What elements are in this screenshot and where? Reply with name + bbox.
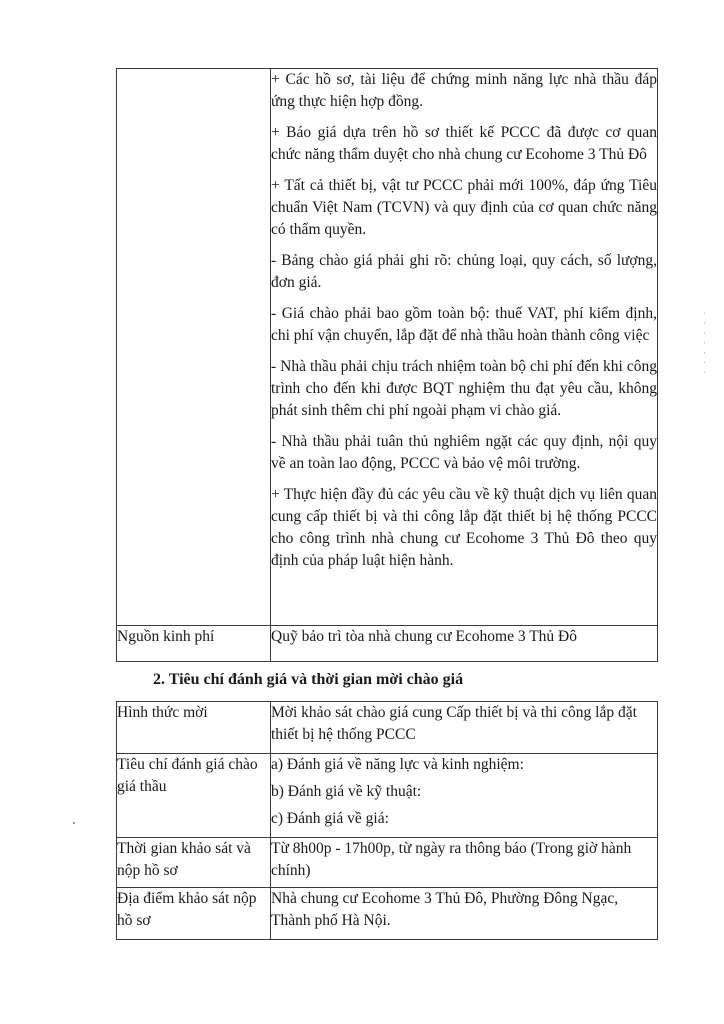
- funding-label: Nguồn kinh phí: [117, 626, 271, 662]
- requirement-paragraph: + Báo giá dựa trên hồ sơ thiết kế PCCC đã được cơ quan chức năng thẩm duyệt cho nhà chung cư Ecohome 3 Thủ Đô: [271, 124, 657, 163]
- funding-value: Quỹ bảo trì tòa nhà chung cư Ecohome 3 Thủ Đô: [271, 626, 658, 662]
- value-text: Mời khảo sát chào giá cung Cấp thiết bị và thi công lắp đặt thiết bị hệ thống PCCC: [271, 704, 637, 743]
- value-text: a) Đánh giá về năng lực và kinh nghiệm:: [271, 756, 524, 773]
- margin-stamp-mark: · · · · · · ·: [700, 309, 711, 374]
- table-row: [117, 838, 658, 888]
- requirements-cell: [271, 69, 658, 626]
- label-text: Hình thức mời: [117, 704, 208, 721]
- table-row: [117, 754, 658, 838]
- requirement-paragraph: - Nhà thầu phải chịu trách nhiệm toàn bộ chi phí đến khi công trình cho đến khi được BQT nghiệm thu đạt yêu cầu, không phát sinh thêm chi phí ngoài phạm vi chào giá.: [271, 358, 657, 419]
- table-row: [117, 626, 658, 662]
- criteria-table: [116, 701, 658, 940]
- value-text: Nhà chung cư Ecohome 3 Thủ Đô, Phường Đông Ngạc, Thành phố Hà Nội.: [271, 890, 619, 929]
- value-text: b) Đánh giá về kỹ thuật:: [271, 783, 422, 800]
- value-text: Từ 8h00p - 17h00p, từ ngày ra thông báo (Trong giờ hành chính): [271, 840, 632, 879]
- row-value: [271, 838, 658, 888]
- requirement-paragraph: - Bảng chào giá phải ghi rõ: chủng loại, quy cách, số lượng, đơn giá.: [271, 252, 657, 291]
- requirement-paragraph: + Thực hiện đầy đủ các yêu cầu về kỹ thuật dịch vụ liên quan cung cấp thiết bị và thi công lắp đặt thiết bị hệ thống PCCC cho công trình nhà chung cư Ecohome 3 Thủ Đô theo quy định của pháp luật hiện hành.: [271, 486, 657, 569]
- table-row: [117, 69, 658, 626]
- row-label: [117, 754, 271, 838]
- requirements-table: [116, 68, 658, 662]
- value-text: c) Đánh giá về giá:: [271, 810, 389, 827]
- row-value: [271, 754, 658, 838]
- empty-label-cell: [117, 69, 271, 626]
- table-row: [117, 888, 658, 940]
- label-text: Thời gian khảo sát và nộp hồ sơ: [117, 840, 251, 879]
- label-text: Địa điểm khảo sát nộp hồ sơ: [117, 890, 257, 929]
- row-label: [117, 888, 271, 940]
- table-row: [117, 702, 658, 754]
- row-label: [117, 838, 271, 888]
- row-label: [117, 702, 271, 754]
- section-heading: 2. Tiêu chí đánh giá và thời gian mời chào giá: [153, 671, 464, 688]
- label-text: Tiêu chí đánh giá chào giá thầu: [117, 756, 258, 795]
- row-value: [271, 702, 658, 754]
- requirement-paragraph: - Giá chào phải bao gồm toàn bộ: thuế VAT, phí kiểm định, chi phí vận chuyển, lắp đặt để nhà thầu hoàn thành công việc: [271, 305, 657, 344]
- row-value: [271, 888, 658, 940]
- requirement-paragraph: + Các hồ sơ, tài liệu để chứng minh năng lực nhà thầu đáp ứng thực hiện hợp đồng.: [271, 71, 657, 110]
- requirement-paragraph: + Tất cả thiết bị, vật tư PCCC phải mới 100%, đáp ứng Tiêu chuẩn Việt Nam (TCVN) và quy định của cơ quan chức năng có thẩm quyền.: [271, 177, 657, 238]
- scan-speck: [73, 822, 75, 824]
- requirement-paragraph: - Nhà thầu phải tuân thủ nghiêm ngặt các quy định, nội quy về an toàn lao động, PCCC và bảo vệ môi trường.: [271, 433, 657, 472]
